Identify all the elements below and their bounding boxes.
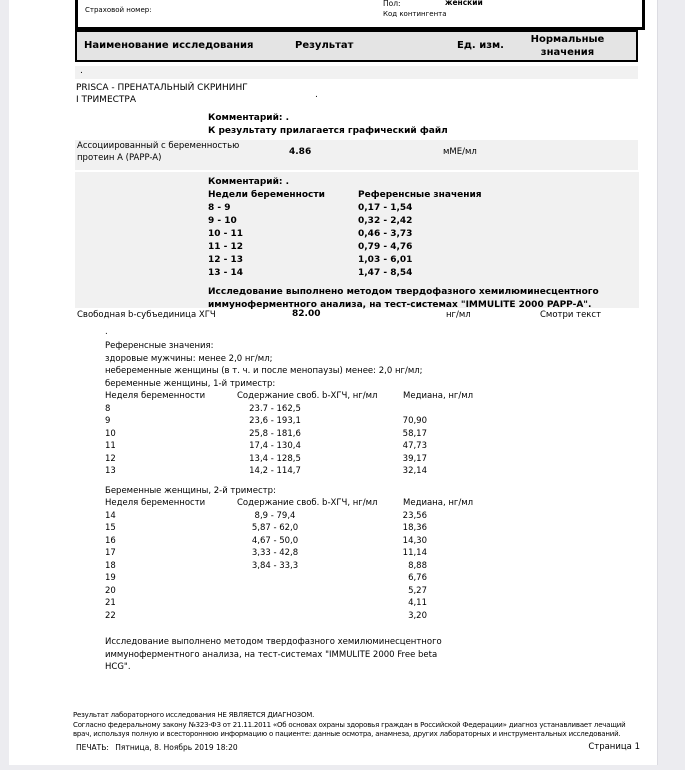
weeks-header: Недели беременности (208, 190, 325, 200)
reference-values-header: Референсные значения (358, 190, 482, 200)
reference-men: здоровые мужчины: менее 2,0 нг/мл; (105, 353, 273, 364)
trimester1-row: 11 17,4 - 130,4 47,73 (105, 441, 427, 451)
week-column-header: Неделя беременности (105, 391, 206, 401)
papp-a-result-value: 4.86 (289, 147, 312, 157)
papp-a-name-line2: протеин A (PAPP-A) (77, 153, 162, 163)
footer-disclaimer-line1: Результат лабораторного исследования НЕ ЯВЛЯЕТСЯ ДИАГНОЗОМ. (73, 711, 315, 719)
column-header-result: Результат (295, 40, 354, 51)
papp-a-method-line2: иммуноферментного анализа, на тест-системах "IMMULITE 2000 PAPP-A". (208, 300, 592, 310)
hcg-method-line2: иммуноферментного анализа, на тест-системах "IMMULITE 2000 Free beta (105, 649, 438, 660)
study-title-line1: PRISCA - ПРЕНАТАЛЬНЫЙ СКРИНИНГ (76, 83, 248, 93)
papp-reference-row: 8 - 9 0,17 - 1,54 (208, 203, 413, 213)
sex-label: Пол: (383, 0, 401, 8)
trimester2-row: 20 5,27 (105, 585, 427, 596)
papp-reference-row: 13 - 14 1,47 - 8,54 (208, 268, 413, 278)
trimester2-row: 22 3,20 (105, 610, 427, 621)
trimester1-table-header (105, 390, 545, 403)
hcg-result-value: 82.00 (292, 309, 321, 319)
trimester1-row: 9 23,6 - 193,1 70,90 (105, 416, 427, 426)
study-comment-text: К результату прилагается графический файл (208, 126, 448, 136)
trimester2-row: 15 5,87 - 62,0 18,36 (105, 523, 427, 533)
patient-header-box (75, 0, 645, 30)
hcg-reference-block (105, 340, 545, 674)
trimester1-row: 12 13,4 - 128,5 39,17 (105, 453, 427, 464)
sex-value: женский (445, 0, 483, 7)
viewer-left-margin (0, 0, 9, 770)
scrollbar-track[interactable] (657, 0, 685, 770)
median-column-header: Медиана, нг/мл (403, 391, 474, 401)
reference-trimester2-label: Беременные женщины, 2-й триместр: (105, 485, 276, 496)
trimester2-row: 17 3,33 - 42,8 11,14 (105, 548, 427, 558)
reference-trimester1-label: беременные женщины, 1-й триместр: (105, 378, 276, 389)
hcg-normal-value: Смотри текст (540, 310, 602, 320)
trimester2-row: 19 6,76 (105, 573, 427, 583)
papp-a-unit: мМЕ/мл (443, 147, 477, 157)
trimester1-rows (105, 403, 545, 478)
hcg-name: Свободная b-субъединица ХГЧ (77, 310, 216, 320)
papp-a-name-line1: Ассоциированный с беременностью (77, 141, 240, 151)
papp-a-comment-label: Комментарий: . (208, 177, 290, 187)
contingent-code-label: Код контингента (383, 10, 447, 18)
trimester2-row: 18 3,84 - 33,3 8,88 (105, 560, 427, 571)
content-column-header: Содержание своб. b-ХГЧ, нг/мл (237, 498, 378, 508)
stray-dot: . (315, 90, 318, 100)
papp-reference-row: 12 - 13 1,03 - 6,01 (208, 255, 413, 265)
hcg-method-line1: Исследование выполнено методом твердофазного хемилюминесцентного (105, 637, 442, 647)
hcg-dot: . (105, 327, 108, 337)
print-value: Пятница, 8. Ноябрь 2019 18:20 (115, 743, 238, 752)
papp-a-comment-content (208, 176, 599, 312)
content-column-header: Содержание своб. b-ХГЧ, нг/мл (237, 391, 378, 401)
column-header-name: Наименование исследования (84, 40, 254, 51)
empty-dot-row: . (75, 66, 638, 79)
print-timestamp (76, 743, 238, 752)
papp-a-comment-block (75, 172, 639, 308)
week-column-header: Неделя беременности (105, 498, 206, 508)
column-header-unit: Ед. изм. (457, 40, 504, 51)
trimester2-row: 16 4,67 - 50,0 14,30 (105, 535, 427, 546)
study-comment-label: Комментарий: . (208, 113, 290, 123)
papp-reference-row: 11 - 12 0,79 - 4,76 (208, 242, 413, 252)
viewer-bottom-margin (0, 765, 685, 770)
trimester1-row: 13 14,2 - 114,7 32,14 (105, 466, 427, 476)
footer-disclaimer-line3: врач, используя полную и всестороннюю информацию о пациенте: данные осмотра, анамнеза, других лабораторных и инструментальных исследований. (73, 730, 621, 738)
reference-title: Референсные значения: (105, 341, 214, 351)
hcg-unit: нг/мл (446, 310, 471, 320)
study-title-line2: I ТРИМЕСТРА (76, 95, 136, 105)
papp-a-reference-rows (208, 202, 599, 280)
trimester2-table-header (105, 497, 545, 510)
trimester2-rows (105, 510, 545, 623)
trimester1-row: 10 25,8 - 181,6 58,17 (105, 428, 427, 439)
print-label: ПЕЧАТЬ: (76, 743, 109, 752)
papp-a-reference-header (208, 189, 599, 202)
trimester2-row: 14 8,9 - 79,4 23,56 (105, 510, 427, 521)
page-number: Страница 1 (588, 742, 640, 752)
trimester1-row: 8 23.7 - 162,5 (105, 403, 301, 414)
papp-reference-row: 10 - 11 0,46 - 3,73 (208, 229, 413, 239)
column-header-normal: Нормальные значения (530, 34, 605, 58)
papp-a-method-line1: Исследование выполнено методом твердофазного хемилюминесцентного (208, 287, 599, 297)
median-column-header: Медиана, нг/мл (403, 498, 474, 508)
insurance-number-label: Страховой номер: (85, 6, 152, 14)
footer-disclaimer-line2: Согласно федеральному закону №323-ФЗ от 21.11.2011 «Об основах охраны здоровья граждан в Российской Федерации» диагноз устанавливает лечащий (73, 721, 626, 729)
results-table-header (75, 30, 638, 62)
papp-reference-row: 9 - 10 0,32 - 2,42 (208, 216, 413, 226)
reference-nonpregnant: небеременные женщины (в т. ч. и после менопаузы) менее: 2,0 нг/мл; (105, 366, 423, 376)
trimester2-row: 21 4,11 (105, 598, 427, 608)
hcg-method-line3: HCG". (105, 662, 131, 672)
